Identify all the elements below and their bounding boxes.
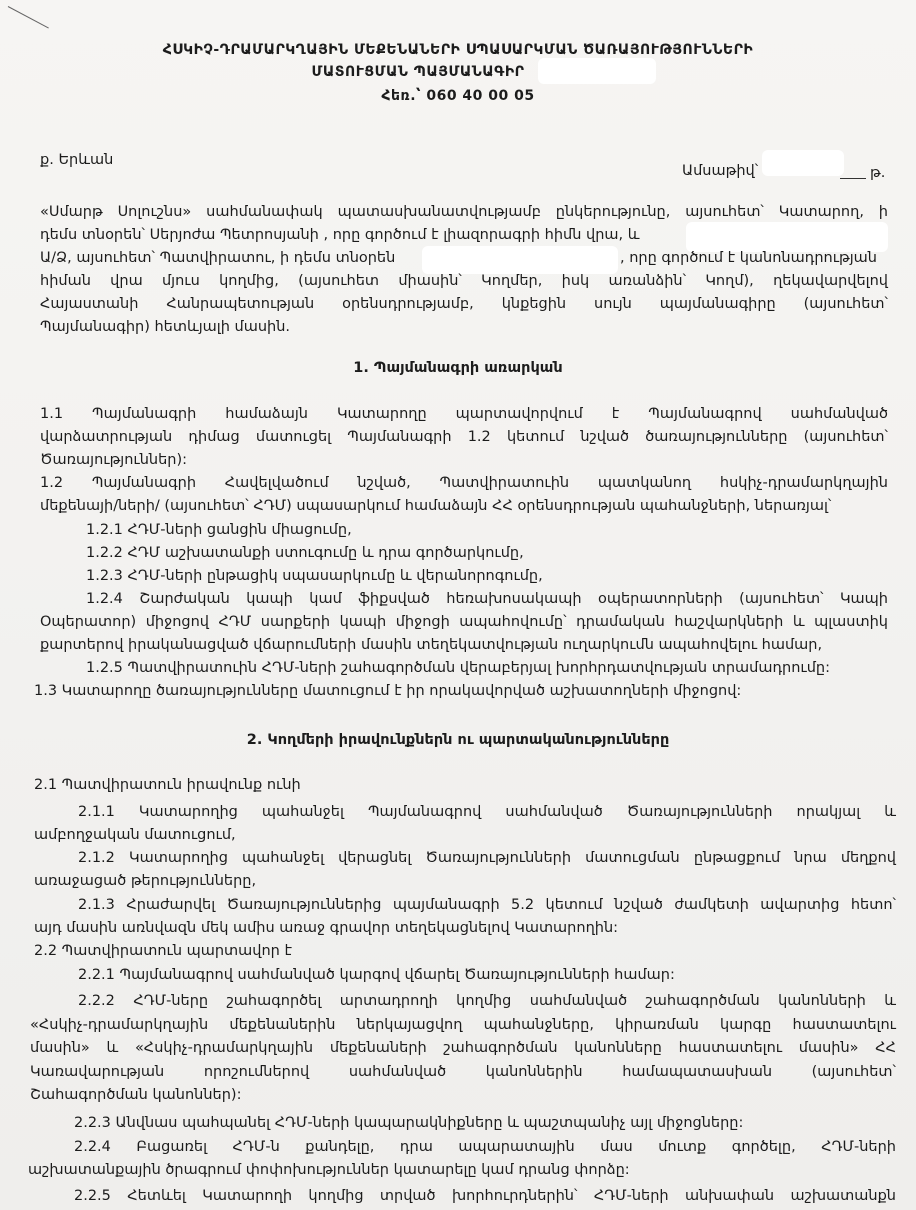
intro-line: «Սմարթ Սոլուշնս» սահմանափակ պատասխանատվությամբ ընկերությունը, այսուհետ՝ Կատարող, ի: [40, 204, 888, 220]
redaction-intro-2: [422, 246, 618, 274]
section-2-line: մասին» և «Հսկիչ-դրամարկղային մեքենաների շահագործման կանոնները հաստատելու մասին» ՀՀ: [30, 1040, 896, 1056]
section-1-line: Ծառայություններ):: [40, 452, 188, 468]
section-2-line: 2.2 Պատվիրատուն պարտավոր է: [34, 943, 292, 959]
doc-phone: Հեռ.՝ 060 40 00 05: [381, 88, 535, 104]
section-1-line: 1.2.5 Պատվիրատուին ՀԴՄ-ների շահագործման վերաբերյալ խորհրդատվության տրամադրումը:: [86, 660, 831, 676]
section-1-line: 1.2.3 ՀԴՄ-ների ընթացիկ սպասարկումը և վերանորոգումը,: [86, 568, 543, 584]
section-2-line: 2.1.2 Կատարողից պահանջել վերացնել Ծառայությունների մատուցման ընթացքում նրա մեղքով: [78, 850, 896, 866]
section-1-line: 1.1 Պայմանագրի համաձայն Կատարողը պարտավորվում է Պայմանագրով սահմանված: [40, 406, 888, 422]
doc-title-line-2: ՄԱՏՈՒՑՄԱՆ ՊԱՅՄԱՆԱԳԻՐ: [311, 64, 525, 80]
redaction-title: [538, 58, 656, 84]
section-2-line: 2.1.3 Հրաժարվել Ծառայություններից պայմանագրի 5.2 կետում նշված ժամկետի ավարտից հետո՝: [78, 897, 896, 913]
intro-line: , որը գործում է կանոնադրության: [620, 250, 877, 266]
redaction-intro-1: [686, 222, 888, 252]
intro-line: Հայաստանի Հանրապետության օրենսդրությամբ, կնքեցին սույն պայմանագիրը (այսուհետ՝: [40, 296, 888, 312]
section-2-line: Կառավարության որոշումներով սահմանված կանոններին համապատասխան (այսուհետ՝: [30, 1064, 896, 1080]
section-2-line: 2.1.1 Կատարողից պահանջել Պայմանագրով սահմանված Ծառայությունների որակյալ և: [78, 804, 896, 820]
section-2-line: առաջացած թերությունները,: [34, 873, 257, 889]
section-1-line: 1.3 Կատարողը ծառայությունները մատուցում է իր որակավորված աշխատողների միջոցով:: [34, 683, 742, 699]
section-2-line: «Հսկիչ-դրամարկղային մեքենաներին ներկայացվող պահանջները, կիրառման կարգը հաստատելու: [30, 1017, 896, 1033]
date-underline: [840, 178, 866, 179]
section-1-line: 1.2.2 ՀԴՄ աշխատանքի ստուգումը և դրա գործարկումը,: [86, 545, 524, 561]
section-2-line: Շահագործման կանոններ):: [30, 1087, 242, 1103]
section-1-line: մեքենայի/ների/ (այսուհետ՝ ՀԴՄ) սպասարկում համաձայն ՀՀ օրենսդրության պահանջների, ներառյալ՝: [40, 498, 832, 514]
section-2-line: 2.2.1 Պայմանագրով սահմանված կարգով վճարել Ծառայությունների համար:: [78, 967, 675, 983]
doc-title-line-1: ՀՍԿԻՉ-ԴՐԱՄԱՐԿՂԱՅԻՆ ՄԵՔԵՆԱՆԵՐԻ ՍՊԱՍԱՐԿՄԱՆ ԾԱՌԱՅՈՒԹՅՈՒՆՆԵՐԻ: [162, 42, 754, 58]
pen-mark: [8, 6, 49, 28]
section-1-line: քարտերով իրականացված վճարումների մասին տեղեկատվության ուղարկումն ապահովելու համար,: [40, 637, 823, 653]
date-suffix: թ.: [870, 165, 886, 181]
intro-line: Պայմանագիր) հետևյալի մասին.: [40, 319, 291, 335]
section-1-line: 1.2.1 ՀԴՄ-ների ցանցին միացումը,: [86, 522, 352, 538]
intro-line: հիման վրա մյուս կողմից, (այսուհետ միասին՝ Կողմեր, իսկ առանձին՝ Կողմ), ղեկավարվելով: [40, 273, 888, 289]
section-2-title: 2. Կողմերի իրավունքներն ու պարտականությունները: [246, 732, 670, 748]
intro-line: Ա/Ձ, այսուհետ՝ Պատվիրատու, ի դեմս տնօրեն: [40, 250, 396, 266]
redaction-date: [762, 150, 844, 176]
intro-line: դեմս տնօրեն՝ Սերյոժա Պետրոսյանի , որը գործում է լիազորագրի հիմն վրա, և: [40, 227, 640, 243]
section-1-title: 1. Պայմանագրի առարկան: [353, 360, 563, 376]
place-label: ք. Երևան: [40, 152, 114, 168]
section-2-line: աշխատանքային ծրագրում փոփոխություններ կատարելը կամ դրանց փորձը:: [28, 1162, 630, 1178]
section-1-line: Օպերատոր) միջոցով ՀԴՄ սարքերի կապի միջոցի ապահովումը՝ դրամական հաշվարկների և պլաստիկ: [40, 614, 888, 630]
section-1-line: 1.2.4 Շարժական կապի կամ ֆիքսված հեռախոսակապի օպերատորների (այսուհետ՝ Կապի: [86, 591, 888, 607]
date-label: Ամսաթիվ՝: [682, 163, 759, 179]
section-2-line: 2.1 Պատվիրատուն իրավունք ունի: [34, 777, 301, 793]
section-2-line: 2.2.3 Անվնաս պահպանել ՀԴՄ-ների կապարակնիքները և պաշտպանիչ այլ միջոցները:: [74, 1115, 744, 1131]
section-2-line: ամբողջական մատուցում,: [34, 827, 236, 843]
section-1-line: վարձատրության դիմաց մատուցել Պայմանագրի 1.2 կետում նշված ծառայությունները (այսուհետ՝: [40, 429, 888, 445]
section-2-line: 2.2.2 ՀԴՄ-ները շահագործել արտադրողի կողմից սահմանված շահագործման կանոնների և: [78, 993, 896, 1009]
section-1-line: 1.2 Պայմանագրի Հավելվածում նշված, Պատվիրատուին պատկանող հսկիչ-դրամարկղային: [40, 475, 888, 491]
section-2-line: այդ մասին առնվազն մեկ ամիս առաջ գրավոր տեղեկացնելով Կատարողին:: [34, 920, 619, 936]
section-2-line: 2.2.5 Հետևել Կատարողի կողմից տրված խորհուրդներին՝ ՀԴՄ-ների անխափան աշխատանքն: [74, 1188, 896, 1204]
section-2-line: 2.2.4 Բացառել ՀԴՄ-ն քանդելը, դրա ապարատային մաս մուտք գործելը, ՀԴՄ-ների: [74, 1139, 896, 1155]
